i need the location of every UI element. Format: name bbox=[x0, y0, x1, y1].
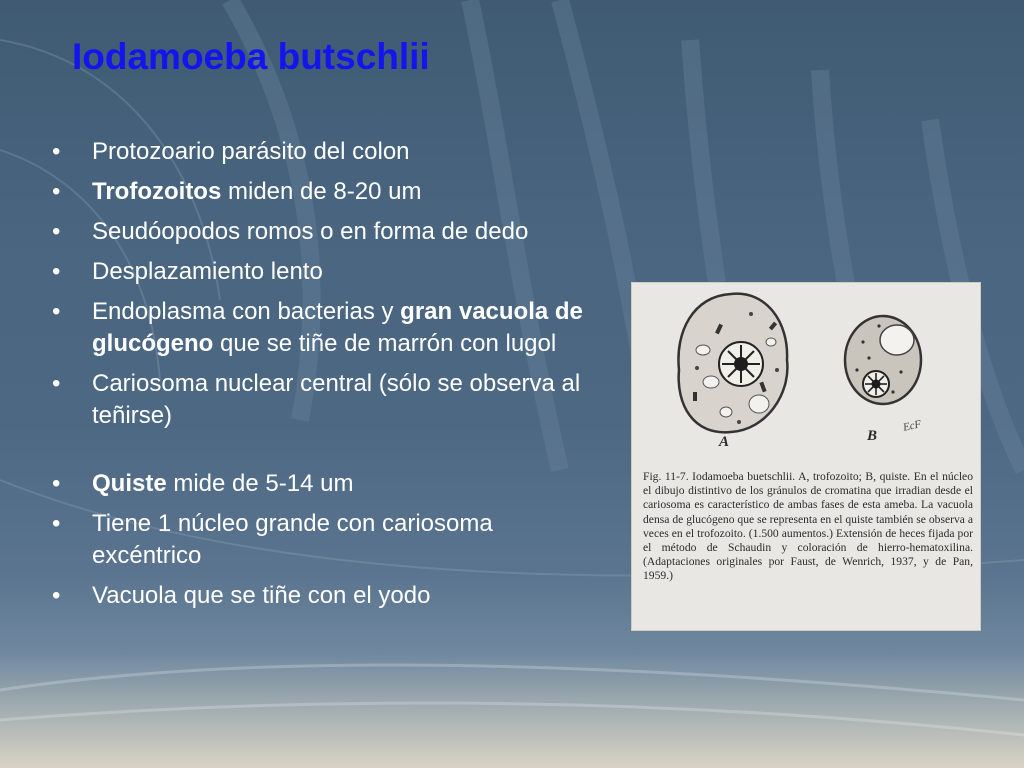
bullet-text: miden de 8-20 um bbox=[221, 178, 422, 205]
amoeba-drawings bbox=[631, 282, 981, 462]
bullet-item bbox=[52, 256, 600, 288]
bullet-item bbox=[52, 136, 600, 168]
textbook-figure bbox=[631, 282, 981, 631]
figure-label-a: A bbox=[719, 434, 730, 450]
trophozoite-drawing bbox=[678, 294, 787, 433]
bullet-item bbox=[52, 368, 600, 432]
bullet-item bbox=[52, 580, 600, 612]
cyst-drawing bbox=[845, 316, 921, 404]
bullet-list bbox=[52, 136, 600, 620]
bullet-item bbox=[52, 176, 600, 208]
figure-caption: Fig. 11-7. Iodamoeba buetschlii. A, trofozoito; B, quiste. En el núcleo el dibujo distintivo de los gránulos de cromatina que irradian desde el cariosoma es característico de ambas fases de esta ameba. La vacuola densa de glucógeno que se representa en el quiste también se observa a veces en el trofozoito. (1.500 aumentos.) Extensión de heces fijada por el método de Schaudin y coloración de hierro-hematoxilina. (Adaptaciones originales por Faust, de Wenrich, 1937, y de Pan, 1959.) bbox=[643, 470, 973, 583]
bullet-item bbox=[52, 508, 600, 572]
bullet-text: mide de 5-14 um bbox=[166, 470, 354, 497]
bullet-text: que se tiñe de marrón con lugol bbox=[213, 330, 557, 357]
bullet-text: Desplazamiento lento bbox=[92, 258, 323, 285]
bullet-item bbox=[52, 468, 600, 500]
bullet-text-bold: Quiste bbox=[92, 470, 167, 497]
bullet-text: Tiene 1 núcleo grande con cariosoma excéntrico bbox=[92, 510, 493, 569]
bullet-item bbox=[52, 296, 600, 360]
bullet-item bbox=[52, 216, 600, 248]
figure-label-b: B bbox=[867, 428, 878, 444]
bullet-text-bold: gran vacuola de glucógeno bbox=[92, 298, 583, 357]
slide-title: Iodamoeba butschlii bbox=[72, 36, 430, 77]
bullet-text: Endoplasma con bacterias y bbox=[92, 298, 401, 325]
bullet-text: Vacuola que se tiñe con el yodo bbox=[92, 582, 431, 609]
bullet-text-bold: Trofozoitos bbox=[92, 178, 222, 205]
bullet-text: Cariosoma nuclear central (sólo se observa al teñirse) bbox=[92, 370, 581, 429]
figure-credit: EcF bbox=[901, 418, 923, 434]
bullet-text: Protozoario parásito del colon bbox=[92, 138, 410, 165]
bullet-text: Seudóopodos romos o en forma de dedo bbox=[92, 218, 529, 245]
